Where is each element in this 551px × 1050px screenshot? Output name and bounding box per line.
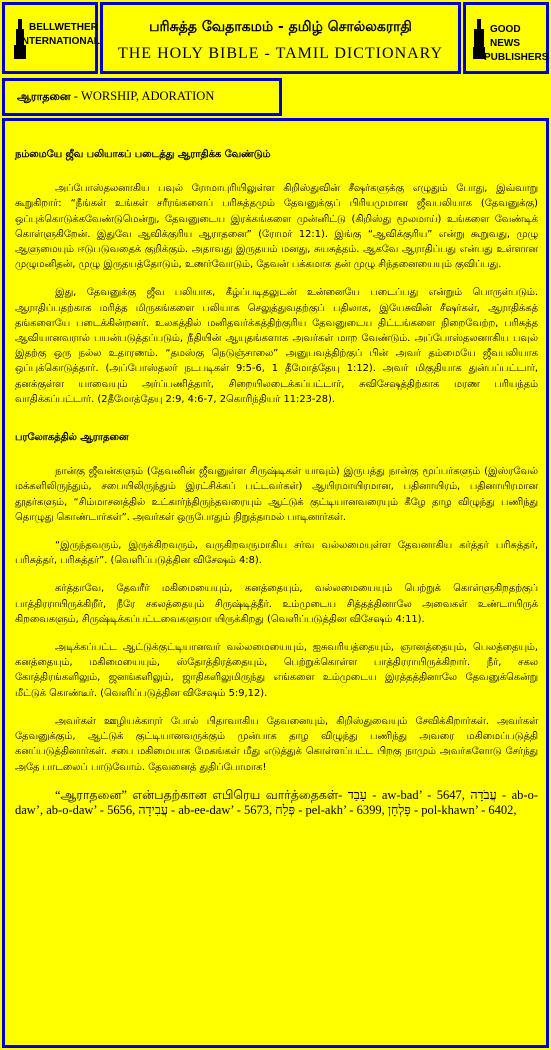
section-paragraph: இது, தேவனுக்கு ஜீவ பலியாக, கீழ்ப்படிதலுடன் உன்னையே படைப்பது என்றும் பொருள்படும். ஆராதிப்பதற்காக மரித்த மிருகங்களை பலியாக செலுத்துவதற்குப் பதிலாக, இயேசுவின் சீஷர்கள், ஆராதிக்கத் தங்களையே படைக்கின்றனர். உலகத்தில் மனிதவர்க்கத்திற்குரிய தேவனுடைய திட்டங்களை நிறைவேற்ற, பரிசுத்த ஆவியானவரால் பயன்படுத்தப்படும், நீதியின் ஆயுதங்களாக அவர்கள் மாற வேண்டும். அப்போஸ்தலனாகிய பவுல் இதற்கு ஒரு நல்ல உதாரணம். “தமஸ்கு நெடுஞ்சாலை” அனுபவத்திற்குப் பின் அவர் தம்மையே ஜீவபலியாக ஒப்புக்கொடுத்தார். (அப்போஸ்தலர் நடபடிகள் 9:5-6, 1 தீமோத்தேயு 1:12). அவர் மிகுதியாக துன்பப்பட்டார், தனக்குள்ள யாவையும் அர்ப்பணித்தார், சிறையிலடைக்கப்பட்டார், சுவிசேஷத்திற்காக மரண பரியந்தம் வாதிக்கப்பட்டார். (2தீமோத்தேயு 2:9, 4:6-7, 2கொரிந்தியர் 11:23-28). [15, 287, 538, 405]
section-heading: நம்மையே ஜீவ பலியாகப் படைத்து ஆராதிக்க வேண்டும் [15, 149, 271, 160]
right-logo-line-1: GOOD NEWS [490, 24, 521, 49]
topic-tamil: ஆராதனை [17, 90, 71, 103]
section-paragraph: “இருந்தவரும், இருக்கிறவரும், வருகிறவருமாகிய சர்வ வல்லமையுள்ள தேவனாகிய கர்த்தர் பரிசுத்தர், பரிசுத்தர், பரிசுத்தர்”. (வெளிப்படுத்தின விசேஷம் 4:8). [15, 540, 538, 567]
topic-box [2, 78, 282, 116]
dictionary-content [2, 118, 549, 1048]
section-paragraph: கர்த்தாவே, தேவரீர் மகிமையையும், கனத்தையும், வல்லமையையும் பெற்றுக் கொள்ளுகிறதற்குப் பாத்திரராயிருக்கிறீர், நீரே சகலத்தையும் சிருஷ்டித்தீர். உம்முடைய சித்தத்தினாலே அவைகள் உண்டாயிருக் கிறவைகளும், சிருஷ்டிக்கப்பட்டவைகளுமா யிருக்கிறது (வெளிப்படுத்தின விசேஷம் 4:11). [15, 583, 538, 625]
bellwether-logo[interactable] [2, 2, 98, 74]
section-paragraph: நான்கு ஜீவன்களும் (தேவனின் ஜீவனுள்ள சிருஷ்டிகள் யாவும்) இருபத்து நான்கு மூப்பர்களும் (இஸ்ரவேல் மக்களிலிருந்தும், சபையிலிருந்தும் இரட்சிக்கப் பட்டவர்கள்) ஆயிரமாயிரமான, பதினாயிரம், பதினாயிரமான தூதர்களும், “சிம்மாசனத்தில் உட்கார்ந்திருந்தவரையும் ஆட்டுக் குட்டியானவரையும் கீழே தாழ விழுந்து பணிந்து தொழுது கொண்டார்கள்”. அவர்கள் ஒருபோதும் நிறுத்தாமல் பாடினார்கள். [15, 466, 538, 523]
section-heading: பரலோகத்தில் ஆராதனை [15, 432, 129, 444]
good-news-logo[interactable] [463, 2, 549, 74]
hebrew-words-paragraph: “ஆராதனை” என்பதற்கான எபிரெய வார்த்தைகள்- עָבַד - aw-bad’ - 5647, עֲבֹדָה - ab-o-daw’, ab-o-daw’ - 5656, עֲבִידָה - ab-ee-daw’ - 5673, פְּלַח - pel-akh’ - 6399, פָּלְחָן - pol-khawn’ - 6402, [15, 787, 538, 817]
title-box [100, 2, 461, 74]
title-english: THE HOLY BIBLE - TAMIL DICTIONARY [117, 45, 444, 62]
title-tamil: பரிசுத்த வேதாகமம் - தமிழ் சொல்லகராதி [149, 19, 412, 35]
right-logo-line-2: PUBLISHERS [484, 52, 549, 63]
section-paragraph: அப்போஸ்தலனாகிய பவுல் ரோமாபுரியிலுள்ள கிறிஸ்துவின் சீஷர்களுக்கு எழுதும் போது, இவ்வாறு கூறுகிறார்: “நீங்கள் உங்கள் சரீரங்களைப் பரிசுத்தமும் தேவனுக்குப் பிரியமுமான ஜீவபலியாக (தேவனுக்கு) ஒப்புக்கொடுக்கவேண்டுமென்று, தேவனுடைய இரக்கங்களை முன்னிட்டு (கிறிஸ்து மூலமாய்) உங்களை வேண்டிக் கொள்ளுகிறேன். இதுவே ஆவிக்குரிய ஆராதனை” (ரோமர் 12:1). இங்கு “ஆவிக்குரிய” என்று கூறுவது, முழு ஆளுமையும் ஈடுபடுவதைக் குறிக்கும். அதாவது இருதயம் மனது, சுயசுத்தம். ஆகவே ஆராதிப்பது என்பது உள்ளான முழுமனிதன், முழு இருதயத்தோடும், உணர்வோடும், தேவன் பக்கமாக தன் முழு சிந்தனையையும் குவிப்பது. [15, 183, 538, 271]
section-paragraph: அடிக்கப்பட்ட ஆட்டுக்குட்டியானவர் வல்லமையையும், ஐசுவரியத்தையும், ஞானத்தையும், பெலத்தையும், கனத்தையும், மகிமையையும், ஸ்தோத்திரத்தையும், பெற்றுக்கொள்ள பாத்திரராயிருக்கிறார். நீர், சகல கோத்திரங்களிலும், ஜனங்களிலும், ஜாதிகளிலுமிருந்து எங்களை உம்முடைய இரத்தத்தினாலே தேவனுக்கென்று மீட்டுக் கொண்டீர். (வெளிப்படுத்தின விசேஷம் 5:9,12). [15, 642, 538, 699]
left-logo-line-1: BELLWETHER [29, 22, 98, 33]
topic-english: WORSHIP, ADORATION [81, 89, 215, 103]
left-logo-line-2: INTERNATIONAL [19, 36, 100, 47]
section-paragraph: அவர்கள் ஊழியக்காரர் போல் பிதாவாகிய தேவனையும், கிறிஸ்துவையும் சேவிக்கிறார்கள். அவர்கள் தேவனுக்கும், ஆட்டுக் குட்டியானவருக்கும் முன்பாக தாழ விழுந்து பணிந்து அவரை மகிமைப்படுத்தி கனப்படுத்தினார்கள். சபை மகிமையாக மேகங்கள் மீது எடுத்துக் கொள்ளப்பட்ட பிறகு நாமும் அவர்களோடு சேர்ந்து அதே பாடலைப் பாடுவோம். தேவனைத் துதிப்போமாக! [15, 715, 538, 773]
topic-separator: - [70, 89, 82, 103]
page-header [0, 0, 551, 80]
